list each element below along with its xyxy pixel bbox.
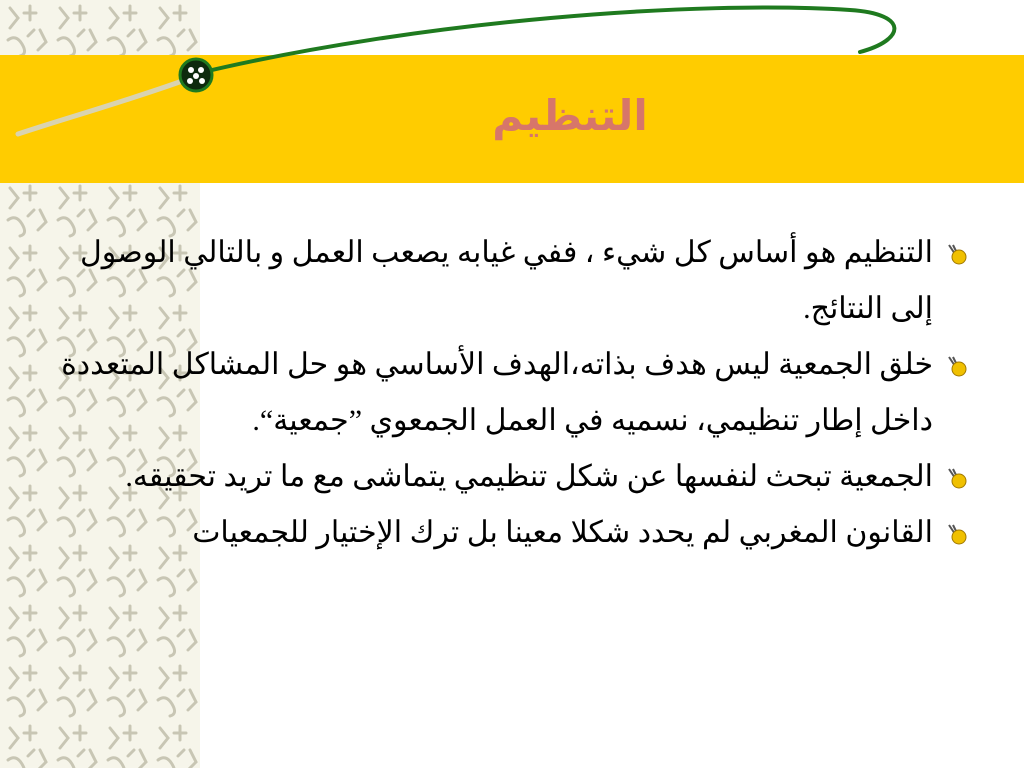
- bullet-item: [35, 337, 975, 449]
- sparkle-bullet-icon: [945, 523, 969, 545]
- bullet-text: التنظيم هو أساس كل شيء ، ففي غيابه يصعب العمل و بالتالي الوصول إلى النتائج.: [79, 236, 933, 325]
- sparkle-bullet-icon: [945, 467, 969, 489]
- sparkle-bullet-icon: [945, 243, 969, 265]
- bullet-text: القانون المغربي لم يحدد شكلا معينا بل ترك الإختيار للجمعيات: [192, 516, 933, 549]
- bullet-item: [35, 505, 975, 561]
- bullet-item: [35, 225, 975, 337]
- bullet-list: [35, 225, 975, 561]
- bullet-text: الجمعية تبحث لنفسها عن شكل تنظيمي يتماشى مع ما تريد تحقيقه.: [125, 460, 933, 493]
- bullet-item: [35, 449, 975, 505]
- bullet-text: خلق الجمعية ليس هدف بذاته،الهدف الأساسي هو حل المشاكل المتعددة داخل إطار تنظيمي، نسميه في العمل الجمعوي ”جمعية“.: [61, 348, 933, 437]
- sparkle-bullet-icon: [945, 355, 969, 377]
- slide-title: التنظيم: [492, 91, 648, 140]
- green-swoosh: [195, 8, 894, 74]
- swoosh-tail: [18, 80, 185, 134]
- green-orb-icon: [180, 59, 212, 91]
